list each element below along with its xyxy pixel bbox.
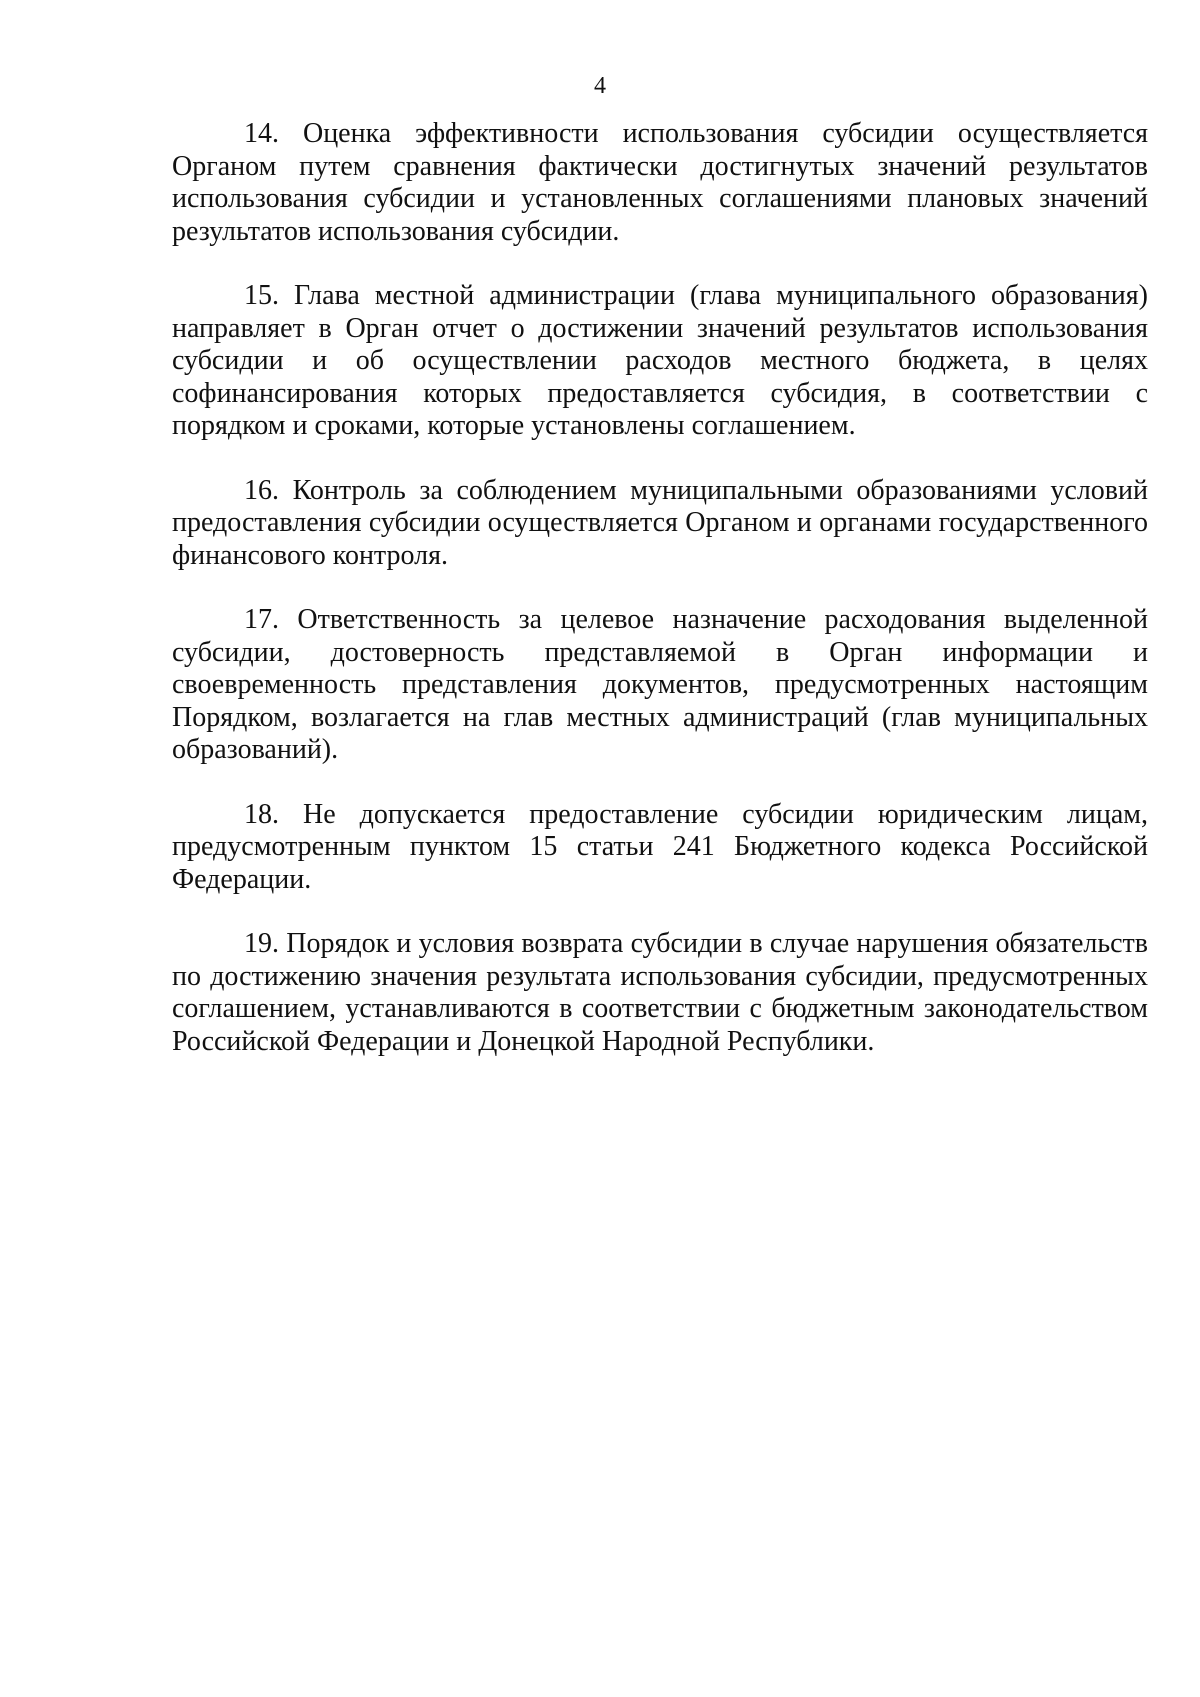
- paragraph-15: 15. Глава местной администрации (глава муниципального образования) направляет в Орган отчет о достижении значений результатов использования субсидии и об осуществлении расходов местного бюджета, в целях софинансирования которых предоставляется субсидия, в соответствии с порядком и сроками, которые установлены соглашением.: [172, 280, 1148, 441]
- page-number: 4: [594, 73, 606, 99]
- paragraph-19: 19. Порядок и условия возврата субсидии в случае нарушения обязательств по достижению значения результата использования субсидии, предусмотренных соглашением, устанавливаются в соответствии с бюджетным законодательством Российской Федерации и Донецкой Народной Республики.: [172, 928, 1148, 1057]
- paragraph-14: 14. Оценка эффективности использования субсидии осуществляется Органом путем сравнения фактически достигнутых значений результатов использования субсидии и установленных соглашениями плановых значений результатов использования субсидии.: [172, 118, 1148, 247]
- document-body: [172, 118, 1148, 1090]
- paragraph-16: 16. Контроль за соблюдением муниципальными образованиями условий предоставления субсидии осуществляется Органом и органами государственного финансового контроля.: [172, 474, 1148, 571]
- paragraph-18: 18. Не допускается предоставление субсидии юридическим лицам, предусмотренным пунктом 15 статьи 241 Бюджетного кодекса Российской Федерации.: [172, 798, 1148, 895]
- paragraph-17: 17. Ответственность за целевое назначение расходования выделенной субсидии, достоверность представляемой в Орган информации и своевременность представления документов, предусмотренных настоящим Порядком, возлагается на глав местных администраций (глав муниципальных образований).: [172, 604, 1148, 765]
